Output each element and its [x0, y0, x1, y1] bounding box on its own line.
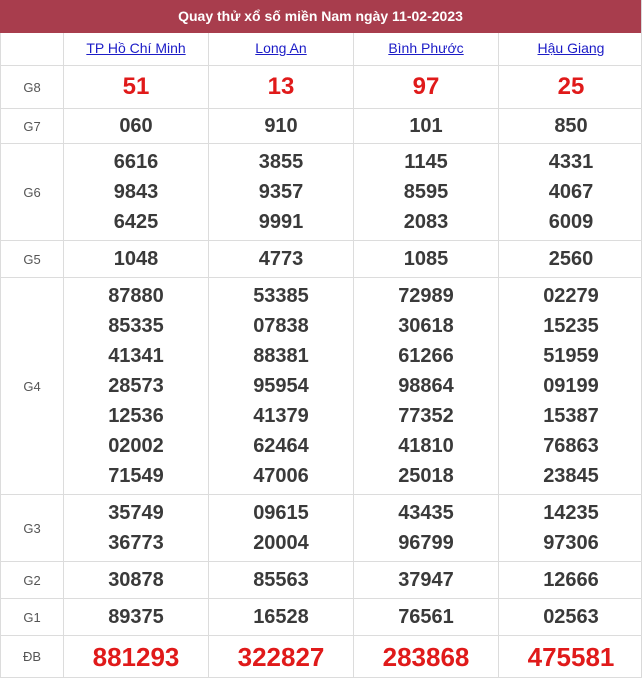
prize-label: ĐB [1, 636, 64, 678]
prize-number: 23845 [543, 465, 599, 487]
prize-number: 30618 [398, 315, 454, 337]
prize-number: 1048 [113, 248, 159, 270]
prize-number: 88381 [253, 345, 309, 367]
prize-cell [354, 241, 499, 278]
prize-label: G8 [1, 66, 64, 109]
prize-number: 77352 [398, 405, 454, 427]
province-header [64, 33, 209, 66]
prize-number: 1145 [404, 151, 448, 173]
province-link[interactable]: Long An [255, 40, 307, 56]
prize-row-g7 [1, 109, 642, 144]
prize-cell [354, 562, 499, 599]
prize-number: 51959 [543, 345, 599, 367]
prize-cell [209, 241, 354, 278]
prize-number: 41341 [108, 345, 164, 367]
prize-cell [64, 278, 209, 495]
prize-number: 20004 [253, 532, 309, 554]
prize-cell [64, 109, 209, 144]
prize-number: 09615 [253, 502, 309, 524]
prize-number: 47006 [253, 465, 309, 487]
prize-number: 25018 [398, 465, 454, 487]
prize-number: 95954 [253, 375, 309, 397]
prize-number: 41379 [253, 405, 309, 427]
prize-cell [209, 109, 354, 144]
prize-label: G3 [1, 495, 64, 562]
prize-cell [499, 562, 642, 599]
prize-cell [499, 278, 642, 495]
prize-label: G7 [1, 109, 64, 144]
prize-cell [64, 144, 209, 241]
prize-number: 35749 [108, 502, 164, 524]
prize-number: 62464 [253, 435, 309, 457]
province-header [499, 33, 642, 66]
prize-cell [499, 66, 642, 109]
prize-cell [354, 495, 499, 562]
prize-number: 15387 [543, 405, 599, 427]
prize-number: 101 [409, 115, 443, 137]
prize-number: 76863 [543, 435, 599, 457]
prize-number: 13 [267, 73, 295, 100]
prize-number: 322827 [237, 641, 325, 672]
prize-row-g4 [1, 278, 642, 495]
province-link[interactable]: Hậu Giang [537, 40, 605, 56]
province-header [354, 33, 499, 66]
prize-cell [64, 636, 209, 678]
prize-number: 283868 [382, 641, 470, 672]
prize-number: 43435 [398, 502, 454, 524]
prize-cell [499, 636, 642, 678]
prize-number: 881293 [92, 641, 180, 672]
prize-number: 9357 [258, 181, 304, 203]
prize-number: 15235 [543, 315, 599, 337]
prize-number: 850 [554, 115, 588, 137]
prize-number: 61266 [398, 345, 454, 367]
prize-cell [209, 144, 354, 241]
prize-number: 14235 [543, 502, 599, 524]
prize-number: 71549 [108, 465, 164, 487]
prize-number: 16528 [253, 606, 309, 628]
prize-number: 02563 [543, 606, 599, 628]
prize-row-g6 [1, 144, 642, 241]
prize-row-g8 [1, 66, 642, 109]
prize-cell [354, 66, 499, 109]
prize-number: 51 [122, 73, 150, 100]
prize-number: 4067 [548, 181, 594, 203]
prize-number: 97 [412, 73, 440, 100]
prize-number: 96799 [398, 532, 454, 554]
prize-cell [64, 241, 209, 278]
prize-number: 060 [119, 115, 153, 137]
prize-cell [64, 495, 209, 562]
prize-number: 2560 [548, 248, 594, 270]
prize-cell [209, 495, 354, 562]
prize-label: G2 [1, 562, 64, 599]
prize-number: 76561 [398, 606, 454, 628]
prize-label: G5 [1, 241, 64, 278]
prize-number: 53385 [253, 285, 309, 307]
prize-cell [209, 66, 354, 109]
prize-cell [209, 636, 354, 678]
prize-number: 9843 [113, 181, 159, 203]
prize-cell [209, 278, 354, 495]
province-header-row [1, 33, 642, 66]
prize-number: 4773 [258, 248, 304, 270]
prize-row-g2 [1, 562, 642, 599]
prize-cell [354, 144, 499, 241]
prize-cell [354, 636, 499, 678]
prize-number: 6616 [113, 151, 159, 173]
prize-cell [209, 562, 354, 599]
prize-number: 98864 [398, 375, 454, 397]
prize-number: 72989 [398, 285, 454, 307]
results-table [0, 33, 642, 678]
prize-number: 07838 [253, 315, 309, 337]
prize-label: G1 [1, 599, 64, 636]
prize-number: 89375 [108, 606, 164, 628]
prize-cell [354, 278, 499, 495]
page-title: Quay thử xổ số miền Nam ngày 11-02-2023 [0, 0, 641, 33]
prize-number: 85563 [253, 569, 309, 591]
prize-cell [64, 66, 209, 109]
prize-number: 28573 [108, 375, 164, 397]
prize-cell [499, 495, 642, 562]
prize-row-g1 [1, 599, 642, 636]
prize-number: 475581 [527, 641, 615, 672]
prize-row-g3 [1, 495, 642, 562]
prize-row-g5 [1, 241, 642, 278]
prize-number: 30878 [108, 569, 164, 591]
prize-number: 02002 [108, 435, 164, 457]
prize-cell [499, 241, 642, 278]
prize-number: 6425 [113, 211, 159, 233]
prize-label: G6 [1, 144, 64, 241]
prize-number: 37947 [398, 569, 454, 591]
prize-cell [499, 144, 642, 241]
prize-number: 3855 [258, 151, 304, 173]
prize-number: 1085 [403, 248, 449, 270]
prize-number: 12536 [108, 405, 164, 427]
prize-number: 36773 [108, 532, 164, 554]
province-link[interactable]: TP Hồ Chí Minh [86, 40, 186, 56]
prize-number: 09199 [543, 375, 599, 397]
header-corner [1, 33, 64, 66]
province-header [209, 33, 354, 66]
prize-number: 97306 [543, 532, 599, 554]
prize-number: 910 [264, 115, 298, 137]
province-link[interactable]: Bình Phước [388, 40, 464, 56]
prize-row-đb [1, 636, 642, 678]
prize-number: 12666 [543, 569, 599, 591]
prize-cell [64, 599, 209, 636]
prize-label: G4 [1, 278, 64, 495]
prize-number: 25 [557, 73, 585, 100]
prize-number: 87880 [108, 285, 164, 307]
prize-number: 6009 [548, 211, 594, 233]
prize-number: 8595 [403, 181, 449, 203]
prize-number: 02279 [543, 285, 599, 307]
prize-cell [354, 599, 499, 636]
prize-cell [499, 599, 642, 636]
prize-cell [354, 109, 499, 144]
prize-number: 85335 [108, 315, 164, 337]
prize-number: 4331 [548, 151, 594, 173]
prize-number: 9991 [258, 211, 304, 233]
prize-number: 41810 [398, 435, 454, 457]
prize-cell [209, 599, 354, 636]
prize-number: 2083 [403, 211, 449, 233]
prize-cell [64, 562, 209, 599]
prize-cell [499, 109, 642, 144]
